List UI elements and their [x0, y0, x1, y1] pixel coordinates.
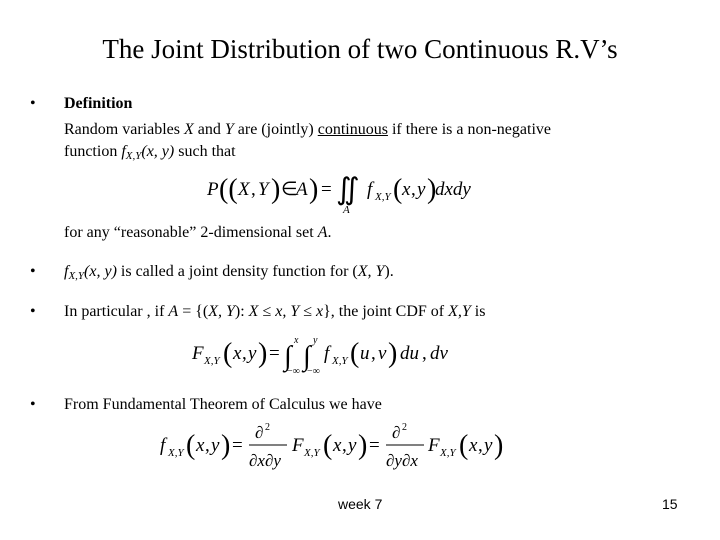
svg-text:,: ,	[422, 343, 427, 364]
definition-line-1: Random variables X and Y are (jointly) continuous if there is a non-negative	[64, 121, 551, 138]
svg-text:(: (	[393, 174, 403, 205]
probability-integral-equation	[205, 165, 471, 216]
svg-text:,: ,	[242, 343, 247, 364]
svg-text:=: =	[321, 179, 332, 200]
svg-text:y: y	[313, 335, 318, 346]
svg-text:2: 2	[402, 422, 407, 433]
svg-text:∫: ∫	[284, 341, 292, 372]
bullet-dot: •	[30, 396, 36, 413]
svg-text:x: x	[469, 435, 478, 456]
svg-text:∈: ∈	[281, 179, 298, 200]
svg-text:∂y∂x: ∂y∂x	[386, 451, 418, 470]
definition-heading: Definition	[64, 95, 133, 112]
joint-cdf-line: In particular , if A = {(X, Y): X ≤ x, Y ≤ x}, the joint CDF of X,Y is	[64, 303, 486, 320]
joint-cdf-equation	[190, 330, 480, 378]
svg-text:(: (	[223, 338, 233, 369]
svg-text:X,Y: X,Y	[332, 355, 348, 367]
svg-text:): )	[271, 174, 281, 205]
svg-text:): )	[221, 430, 231, 461]
ftc-line: From Fundamental Theorem of Calculus we have	[64, 396, 382, 413]
svg-text:X,Y: X,Y	[168, 447, 184, 459]
svg-text:Y: Y	[258, 179, 269, 200]
svg-text:−∞: −∞	[287, 366, 300, 377]
svg-text:,: ,	[478, 435, 483, 456]
svg-text:u: u	[360, 343, 370, 364]
svg-text:x: x	[196, 435, 205, 456]
slide-title: The Joint Distribution of two Continuous R.V’s	[102, 34, 618, 64]
bullet-dot: •	[30, 303, 36, 320]
svg-text:((: ((	[219, 174, 238, 205]
joint-density-line: $f_{X,Y}(x$, y) is called a joint density function for (X, Y).	[64, 263, 394, 282]
svg-text:y: y	[484, 435, 493, 456]
svg-text:=: =	[232, 435, 243, 456]
slide-number: 15	[662, 496, 678, 512]
svg-text:,: ,	[205, 435, 210, 456]
svg-text:): )	[309, 174, 319, 205]
svg-text:): )	[388, 338, 398, 369]
svg-text:P: P	[207, 179, 219, 200]
svg-text:du: du	[400, 343, 419, 364]
svg-text:(: (	[350, 338, 360, 369]
svg-text:X,Y: X,Y	[304, 447, 320, 459]
svg-text:F: F	[428, 435, 440, 456]
svg-text:f: f	[160, 435, 166, 456]
svg-text:y: y	[248, 343, 257, 364]
svg-text:X,Y: X,Y	[440, 447, 456, 459]
svg-text:f: f	[324, 343, 330, 364]
svg-text:x: x	[402, 179, 411, 200]
svg-text:(: (	[186, 430, 196, 461]
svg-text:∬: ∬	[336, 173, 360, 206]
svg-text:,: ,	[251, 179, 256, 200]
definition-line-2: function $f_{X,Y}(x$, y) such that	[64, 143, 236, 162]
svg-text:X: X	[238, 179, 250, 200]
svg-text:x: x	[233, 343, 242, 364]
svg-text:dxdy: dxdy	[435, 179, 471, 200]
svg-text:(: (	[323, 430, 333, 461]
svg-text:): )	[427, 174, 437, 205]
definition-after: for any “reasonable” 2-dimensional set A.	[64, 224, 332, 241]
svg-text:x: x	[333, 435, 342, 456]
bullet-dot: •	[30, 95, 36, 112]
svg-text:A: A	[343, 204, 350, 216]
svg-text:): )	[358, 430, 368, 461]
svg-text:∂: ∂	[255, 423, 264, 442]
svg-text:=: =	[269, 343, 280, 364]
svg-text:X,Y: X,Y	[204, 355, 220, 367]
svg-text:y: y	[348, 435, 357, 456]
svg-text:∫: ∫	[303, 341, 311, 372]
svg-text:∂x∂y: ∂x∂y	[249, 451, 281, 470]
svg-text:=: =	[369, 435, 380, 456]
svg-text:X,Y: X,Y	[375, 191, 391, 203]
svg-text:y: y	[417, 179, 426, 200]
svg-text:,: ,	[342, 435, 347, 456]
svg-text:∂: ∂	[392, 423, 401, 442]
svg-text:F: F	[192, 343, 204, 364]
svg-text:2: 2	[265, 422, 270, 433]
svg-text:dv: dv	[430, 343, 448, 364]
svg-text:): )	[494, 430, 504, 461]
bullet-dot: •	[30, 263, 36, 280]
density-derivative-equation	[158, 418, 518, 476]
svg-text:A: A	[296, 179, 308, 200]
svg-text:v: v	[378, 343, 387, 364]
svg-text:): )	[258, 338, 268, 369]
svg-text:,: ,	[411, 179, 416, 200]
svg-text:f: f	[367, 179, 373, 200]
svg-text:y: y	[211, 435, 220, 456]
svg-text:−∞: −∞	[307, 366, 320, 377]
svg-text:x: x	[294, 335, 299, 346]
svg-text:F: F	[292, 435, 304, 456]
svg-text:(: (	[459, 430, 469, 461]
footer-week: week 7	[338, 496, 383, 512]
svg-text:,: ,	[371, 343, 376, 364]
